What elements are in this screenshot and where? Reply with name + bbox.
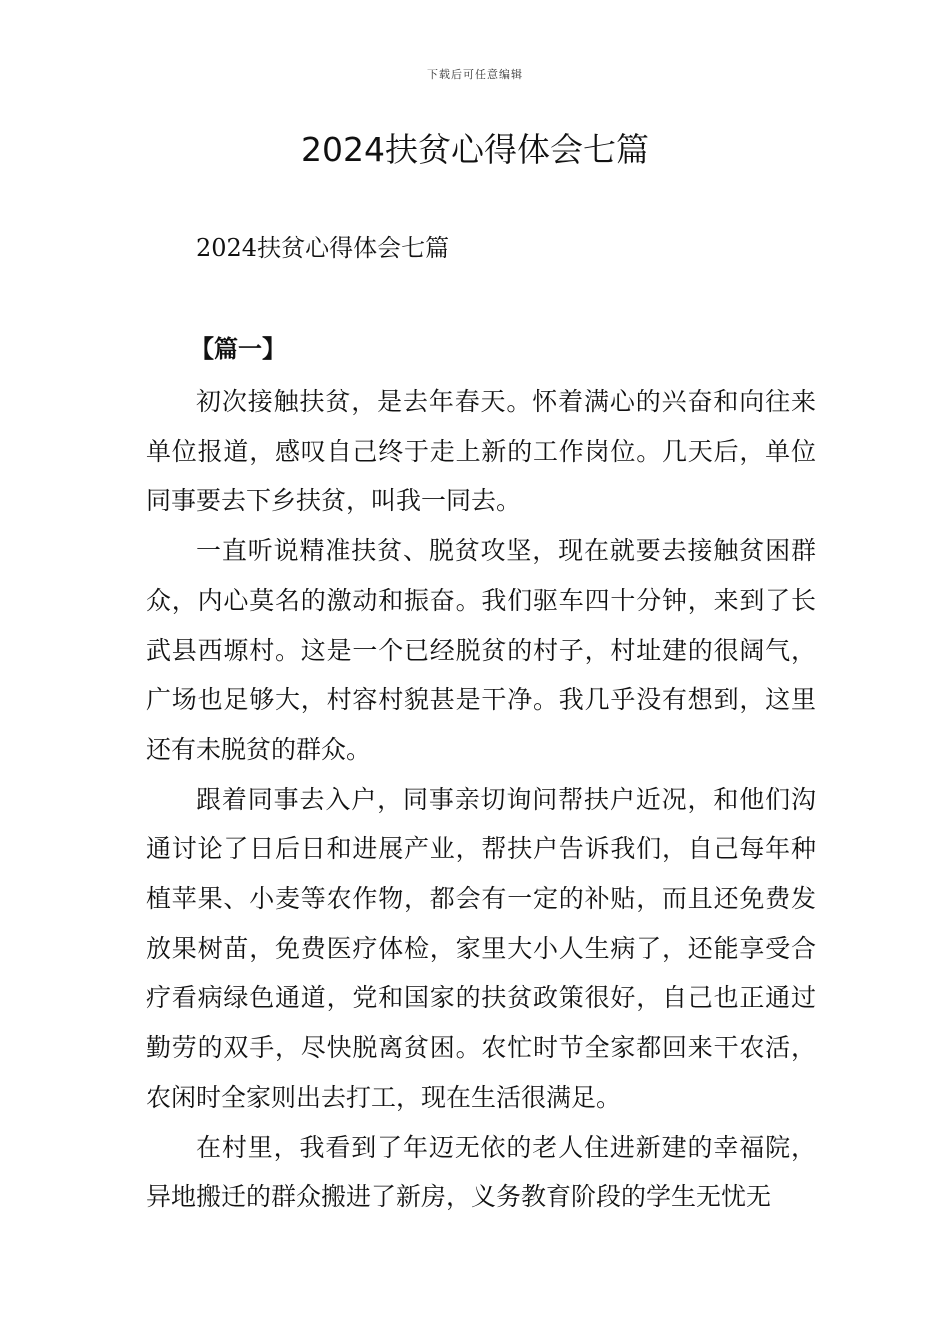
document-title: 2024扶贫心得体会七篇 xyxy=(301,130,649,169)
header-note: 下载后可任意编辑 xyxy=(427,68,523,81)
paragraph-1: 初次接触扶贫，是去年春天。怀着满心的兴奋和向往来单位报道，感叹自己终于走上新的工作岗位。几天后，单位同事要去下乡扶贫，叫我一同去。 xyxy=(146,387,816,516)
paragraph-4: 在村里，我看到了年迈无依的老人住进新建的幸福院，异地搬迁的群众搬进了新房，义务教育阶段的学生无忧无 xyxy=(146,1132,816,1212)
paragraph-3: 跟着同事去入户，同事亲切询问帮扶户近况，和他们沟通讨论了日后日和进展产业，帮扶户告诉我们，自己每年种植苹果、小麦等农作物，都会有一定的补贴，而且还免费发放果树苗，免费医疗体检，家里大小人生病了，还能享受合疗看病绿色通道，党和国家的扶贫政策很好，自己也正通过勤劳的双手，尽快脱离贫困。农忙时节全家都回来干农活，农闲时全家则出去打工，现在生活很满足。 xyxy=(146,784,816,1112)
document-subtitle: 2024扶贫心得体会七篇 xyxy=(196,234,450,262)
paragraph-2: 一直听说精准扶贫、脱贫攻坚，现在就要去接触贫困群众，内心莫名的激动和振奋。我们驱车四十分钟，来到了长武县西塬村。这是一个已经脱贫的村子，村址建的很阔气，广场也足够大，村容村貌甚是干净。我几乎没有想到，这里还有未脱贫的群众。 xyxy=(146,536,816,764)
section-heading: 【篇一】 xyxy=(190,334,286,363)
document-body xyxy=(146,377,816,1222)
